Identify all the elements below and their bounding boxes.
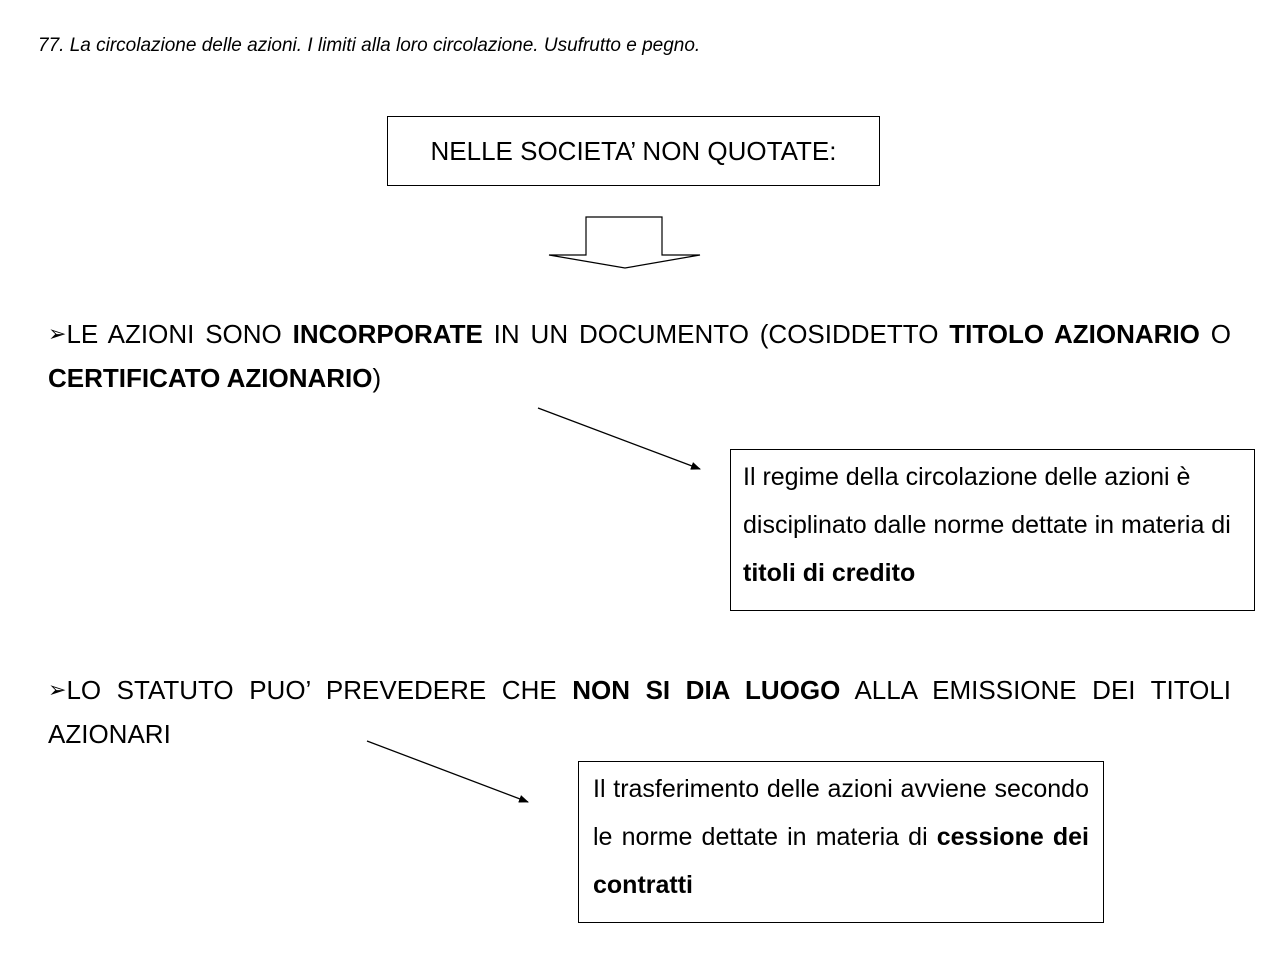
point-bold-text: NON SI DIA LUOGO xyxy=(572,675,841,705)
point-text: O xyxy=(1199,319,1231,349)
note-text: Il regime della circolazione delle azioni è disciplinato dalle norme dettate in materia di xyxy=(743,463,1231,539)
note-text: Il trasferimento delle azioni avviene secondo le norme dettate in materia di xyxy=(593,775,1089,851)
point-text: IN UN DOCUMENTO (COSIDDETTO xyxy=(482,319,950,349)
slide-title: 77. La circolazione delle azioni. I limiti alla loro circolazione. Usufrutto e pegno. xyxy=(38,35,701,56)
header-box-label: NELLE SOCIETA’ NON QUOTATE: xyxy=(430,135,837,166)
note-bold-text: titoli di credito xyxy=(743,559,916,587)
connector-arrow-2 xyxy=(367,741,528,802)
note-bold-text: cessione dei contratti xyxy=(593,823,1089,899)
bullet-arrow-icon: ➢ xyxy=(48,677,67,702)
bullet-arrow-icon: ➢ xyxy=(48,321,67,346)
point-text: ) xyxy=(372,363,382,393)
point-bold-text: CERTIFICATO AZIONARIO xyxy=(48,363,373,393)
point-text: LE AZIONI SONO xyxy=(66,319,293,349)
point-bold-text: INCORPORATE xyxy=(292,319,483,349)
point-bold-text: TITOLO AZIONARIO xyxy=(949,319,1200,349)
point-text: LO STATUTO PUO’ PREVEDERE CHE xyxy=(66,675,573,705)
connector-arrow-1 xyxy=(538,408,700,469)
point-text: ALLA EMISSIONE DEI TITOLI AZIONARI xyxy=(48,675,1232,749)
